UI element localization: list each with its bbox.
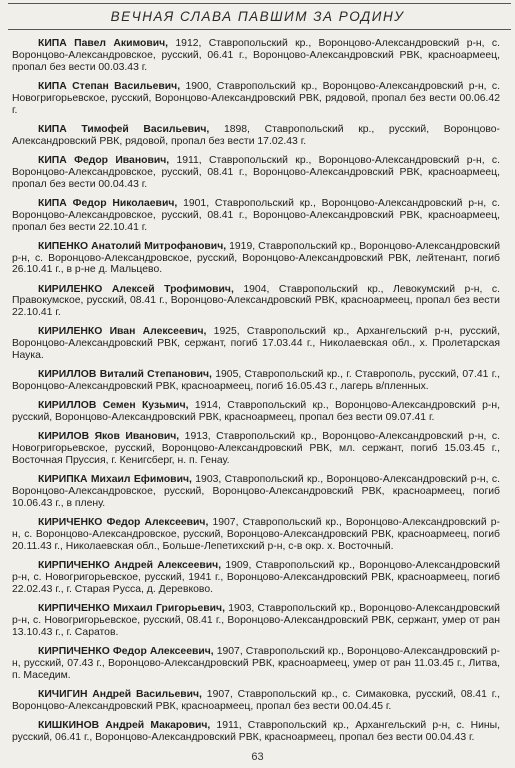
entry-name: КИРИЛЕНКО Иван Алексеевич,	[38, 326, 207, 338]
entry-text: 1914, Ставропольский кр., Воронцово-Александровский р-н, русский, Воронцово-Александровский РВК, красноармеец, пропал без вести 09.07.41 г.	[12, 400, 500, 424]
header-bottom-rule	[8, 29, 511, 30]
entry-name: КИПА Федор Иванович,	[38, 154, 170, 166]
memorial-entry	[12, 603, 500, 639]
entry-name: КИРИПКА Михаил Ефимович,	[38, 474, 192, 486]
entry-name: КИПА Тимофей Васильевич,	[38, 123, 210, 135]
entry-name: КИПА Степан Васильевич,	[38, 80, 181, 92]
entry-name: КИПА Федор Николаевич,	[38, 197, 178, 209]
entry-text: 1901, Ставропольский кр., Воронцово-Александровский р-н, с. Воронцово-Александровское, русский, 08.41 г., Воронцово-Александровский РВК, красноармеец, пропал без вести 22.10.41 г.	[12, 197, 501, 233]
entry-text: 1912, Ставропольский кр., Воронцово-Александровский р-н, с. Воронцово-Александровское, русский, 06.41 г., Воронцово-Александровский РВК, красноармеец, пропал без вести 00.03.43 г.	[12, 38, 500, 73]
entry-name: КИРИЛЛОВ Семен Кузьмич,	[38, 400, 189, 412]
memorial-entry	[12, 560, 500, 596]
memorial-entry	[12, 689, 500, 713]
memorial-entry	[12, 646, 500, 682]
entry-text: 1911, Ставропольский кр., Воронцово-Александровский р-н, с. Воронцово-Александровское, русский, 08.41 г., Воронцово-Александровский РВК, красноармеец, пропал без вести 00.04.43 г.	[12, 154, 500, 190]
running-header	[0, 0, 515, 34]
memorial-entry	[12, 369, 500, 393]
entry-name: КИРИЛОВ Яков Иванович,	[38, 431, 180, 443]
entry-name: КИРИЛЛОВ Виталий Степанович,	[38, 369, 212, 381]
entry-text: 1898, Ставропольский кр., русский, Воронцово-Александровский РВК, рядовой, пропал без вести 17.02.43 г.	[12, 123, 500, 147]
entry-name: КИПЕНКО Анатолий Митрофанович,	[38, 240, 227, 252]
memorial-entry	[12, 284, 500, 320]
entry-text: 1904, Ставропольский кр., Левокумский р-н, с. Правокумское, русский, 08.41 г., Воронцово-Александровский РВК, красноармеец, пропал без вести 22.10.41 г.	[12, 283, 500, 319]
entry-text: 1900, Ставропольский кр., Воронцово-Александровский р-н, с. Новогригорьевское, русский, Воронцово-Александровский РВК, рядовой, пропал без вести 00.06.42 г.	[12, 80, 501, 116]
memorial-entry	[12, 241, 500, 277]
entry-text: 1907, Ставропольский кр., с. Симаковка, русский, 08.41 г., Воронцово-Александровский РВК, красноармеец, пропал без вести 00.04.45 г.	[12, 688, 500, 712]
page-number: 63	[251, 751, 264, 763]
entry-name: КИРИЛЕНКО Алексей Трофимович,	[38, 283, 234, 295]
memorial-entry	[12, 124, 500, 148]
memorial-entry	[12, 81, 500, 117]
entry-text: 1909, Ставропольский кр., Воронцово-Александровский р-н, с. Новогригорьевское, русский, 1941 г., Воронцово-Александровский РВК, красноармеец, погиб 22.02.43 г., г. Старая Русса, д. Деревково.	[12, 560, 501, 595]
entry-name: КИПА Павел Акимович,	[38, 38, 169, 49]
entry-text: 1919, Ставропольский кр., Воронцово-Александровский р-н, с. Воронцово-Александровское, русский, Воронцово-Александровский РВК, лейтенант, погиб 26.10.41 г., в р-не д. Мальцево.	[12, 240, 500, 276]
memorial-entry	[12, 517, 500, 553]
entry-text: 1913, Ставропольский кр., Воронцово-Александровский р-н, с. Новогригорьевское, русский, Воронцово-Александровский РВК, мл. сержант, погиб 15.03.45 г., Восточная Пруссия, г. Кенигсберг, н. п. Генау.	[12, 431, 500, 467]
entry-name: КИЧИГИН Андрей Васильевич,	[38, 688, 202, 700]
memorial-entry	[12, 720, 500, 744]
memorial-entry	[12, 155, 500, 191]
entry-name: КИРПИЧЕНКО Андрей Алексеевич,	[38, 560, 222, 572]
memorial-entry	[12, 474, 500, 510]
entry-text: 1903, Ставропольский кр., Воронцово-Александровский р-н, с. Воронцово-Александровское, русский, Воронцово-Александровский РВК, красноармеец, погиб 10.06.43 г., в плену.	[12, 474, 500, 510]
entry-text: 1911, Ставропольский кр., Архангельский р-н, с. Нины, русский, 06.41 г., Воронцово-Александровский РВК, красноармеец, пропал без вести 00.04.43 г.	[12, 719, 500, 743]
entry-name: КИРПИЧЕНКО Федор Алексеевич,	[38, 645, 214, 657]
memorial-entry	[12, 198, 500, 234]
memorial-entry	[12, 38, 500, 74]
entry-text: 1907, Ставропольский кр., Воронцово-Александровский р-н, с. Воронцово-Александровское, русский, Воронцово-Александровский РВК, красноармеец, погиб 20.11.43 г., Николаевская обл., Больше-Лепетихский р-н, с-в окр. х. Восточный.	[12, 517, 501, 552]
entry-name: КИРПИЧЕНКО Михаил Григорьевич,	[38, 602, 225, 614]
entry-text: 1903, Ставропольский кр., Воронцово-Александровский р-н, с. Новогригорьевское, русский, 08.41 г., Воронцово-Александровский РВК, сержант, умер от ран 13.10.43 г., г. Саратов.	[12, 602, 500, 638]
entry-text: 1907, Ставропольский кр., Воронцово-Александровский р-н, русский, 07.43 г., Воронцово-Александровский РВК, красноармеец, умер от ран 11.03.45 г., Литва, п. Маседим.	[12, 645, 500, 681]
running-header-title: ВЕЧНАЯ СЛАВА ПАВШИМ ЗА РОДИНУ	[110, 9, 405, 24]
header-top-rule	[8, 3, 511, 4]
entry-name: КИРИЧЕНКО Федор Алексеевич,	[38, 517, 209, 529]
entry-text: 1905, Ставропольский кр., г. Ставрополь, русский, 07.41 г., Воронцово-Александровский РВК, красноармеец, погиб 16.05.43 г., лагерь в/пленных.	[12, 369, 500, 393]
memorial-entries	[12, 38, 500, 751]
entry-name: КИШКИНОВ Андрей Макарович,	[38, 719, 211, 731]
entry-text: 1925, Ставропольский кр., Архангельский р-н, русский, Воронцово-Александровский РВК, сержант, погиб 17.03.44 г., Николаевская обл., х. Пролетарская Наука.	[12, 326, 500, 362]
memorial-entry	[12, 400, 500, 424]
memorial-entry	[12, 326, 500, 362]
memorial-entry	[12, 431, 500, 467]
